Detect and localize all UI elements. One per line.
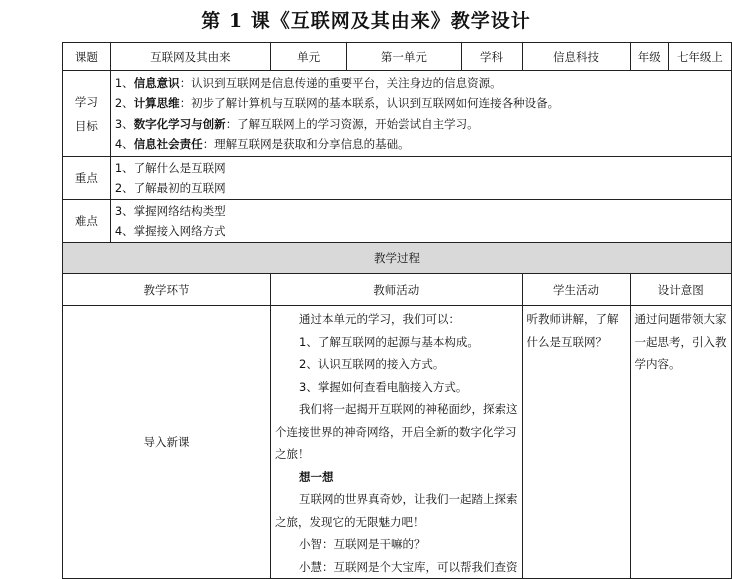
difficulties-label: 难点: [63, 200, 111, 243]
goals-row: [63, 71, 732, 157]
subject-label: 学科: [461, 43, 522, 71]
document-title: 第 1 课《互联网及其由来》教学设计: [201, 10, 531, 32]
topic-value: 互联网及其由来: [110, 43, 270, 71]
teacher-line: 小慧：互联网是个大宝库，可以帮我们查资: [299, 559, 518, 574]
design-intent-cell: 通过问题带领大家一起思考，引入教学内容。: [630, 306, 731, 579]
goal-item: 2、计算思维：初步了解计算机与互联网的基本联系，认识到互联网如何连接各种设备。: [114, 96, 560, 110]
teacher-line: 1、了解互联网的起源与基本构成。: [299, 334, 479, 349]
student-activity-cell: 听教师讲解，了解什么是互联网？: [522, 306, 630, 579]
difficulty-item: 3、掌握网络结构类型: [114, 203, 226, 218]
teacher-line: 我们将一起揭开互联网的神秘面纱，探索这个连接世界的神奇网络，开启全新的数字化学习之旅！: [275, 402, 518, 461]
goal-item: 1、信息意识：认识到互联网是信息传递的重要平台，关注身边的信息资源。: [114, 75, 502, 90]
difficulties-row: [63, 200, 732, 243]
process-columns-row: [63, 274, 732, 306]
process-header-row: [63, 243, 732, 274]
col-teacher-header: 教师活动: [271, 274, 523, 306]
subject-value: 信息科技: [522, 43, 630, 71]
teacher-line: 3、掌握如何查看电脑接入方式。: [299, 379, 468, 394]
col-student-header: 学生活动: [522, 274, 630, 306]
intro-row: [63, 306, 732, 579]
teacher-line: 互联网的世界真奇妙，让我们一起踏上探索之旅，发现它的无限魅力吧！: [275, 492, 518, 529]
unit-value: 第一单元: [347, 43, 461, 71]
key-points-label: 重点: [63, 157, 111, 200]
unit-label: 单元: [271, 43, 347, 71]
goals-label: 学习 目标: [63, 71, 111, 157]
col-stage-header: 教学环节: [63, 274, 271, 306]
teacher-line: 小智：互联网是干嘛的？: [299, 537, 426, 551]
key-point-item: 2、了解最初的互联网: [114, 181, 226, 195]
col-intent-header: 设计意图: [630, 274, 731, 306]
grade-label: 年级: [630, 43, 668, 71]
difficulties-list: [110, 200, 731, 243]
stage-cell: 导入新课: [63, 306, 271, 579]
goal-item: 3、数字化学习与创新：了解互联网上的学习资源，开始尝试自主学习。: [114, 116, 479, 131]
teacher-line: 通过本单元的学习，我们可以：: [299, 312, 461, 326]
goals-list: [110, 71, 731, 157]
process-header: 教学过程: [63, 243, 732, 274]
info-row: [63, 43, 732, 71]
difficulty-item: 4、掌握接入网络方式: [114, 224, 226, 238]
goal-item: 4、信息社会责任：理解互联网是获取和分享信息的基础。: [114, 137, 410, 151]
teacher-line: 想一想: [299, 469, 334, 484]
key-point-item: 1、了解什么是互联网: [114, 160, 226, 175]
topic-label: 课题: [63, 43, 111, 71]
grade-value: 七年级上: [668, 43, 731, 71]
key-points-row: [63, 157, 732, 200]
key-points-list: [110, 157, 731, 200]
lesson-plan-table: [62, 42, 732, 579]
teacher-activity-cell: [271, 306, 523, 579]
teacher-line: 2、认识互联网的接入方式。: [299, 357, 445, 371]
